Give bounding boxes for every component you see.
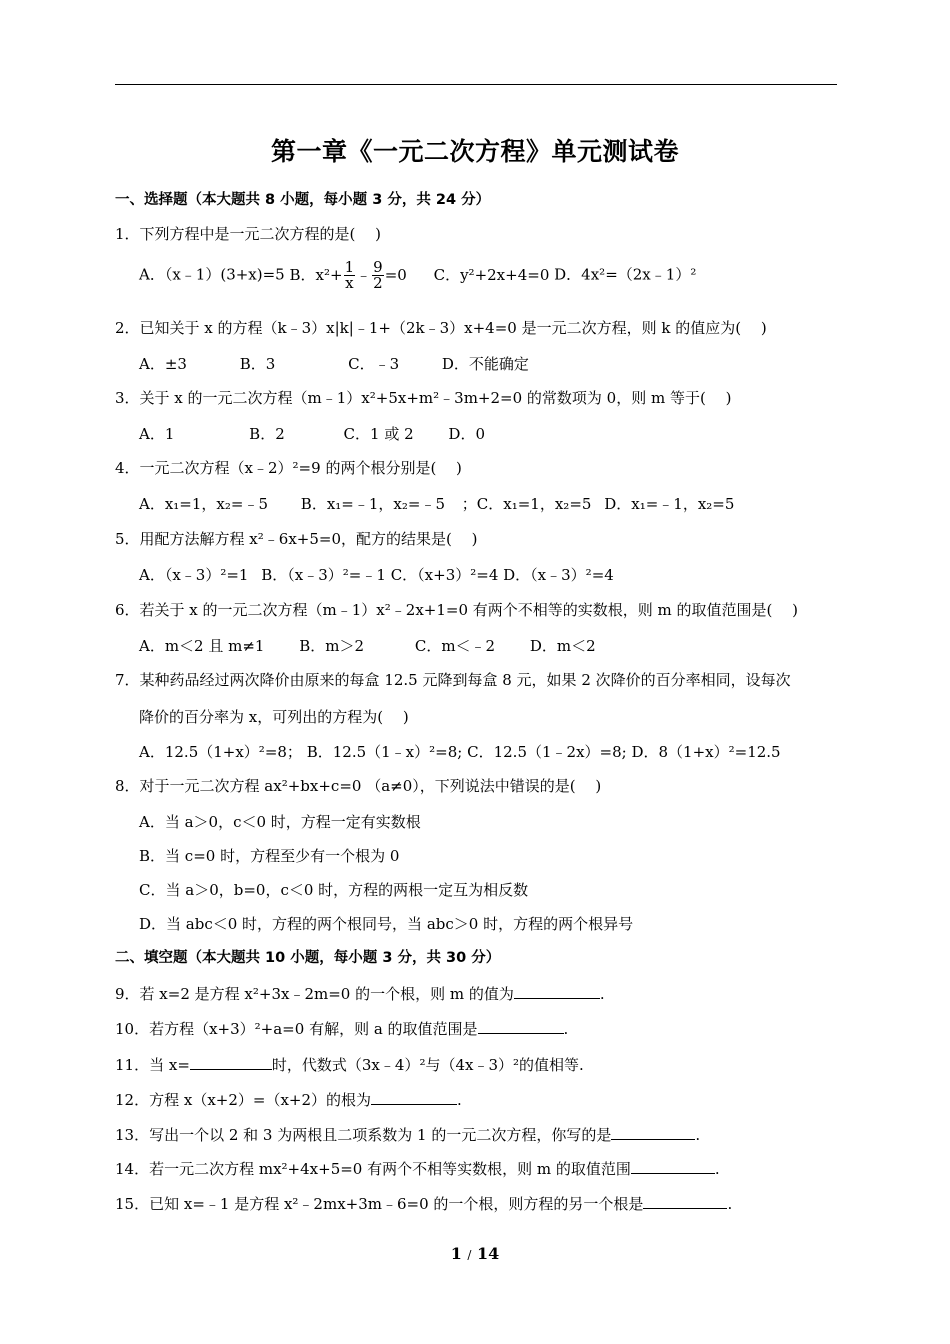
q2-option-d: D．不能确定 [441, 355, 529, 373]
q1-stem: 1．下列方程中是一元二次方程的是( ) [115, 225, 382, 243]
q5-option-b: B．（x﹣3）²=﹣1 [261, 566, 386, 584]
q5-options [139, 565, 614, 585]
q4-options [139, 494, 734, 514]
answer-blank[interactable] [643, 1193, 727, 1209]
q4-option-b: B．x₁=﹣1，x₂=﹣5 [300, 495, 445, 513]
q3-stem: 3．关于 x 的一元二次方程（m﹣1）x²+5x+m²﹣3m+2=0 的常数项为 0，则 m 等于( ) [115, 389, 732, 407]
q15: 15．已知 x=﹣1 是方程 x²﹣2mx+3m﹣6=0 的一个根，则方程的另一个根是 . [115, 1195, 733, 1213]
q6-option-b: B．m＞2 [299, 637, 365, 655]
q2-option-b: B．3 [239, 355, 276, 373]
q9: 9．若 x=2 是方程 x²+3x﹣2m=0 的一个根，则 m 的值为 . [115, 985, 605, 1003]
q2-options [139, 354, 529, 374]
answer-blank[interactable] [514, 983, 600, 999]
q1-option-d: D．4x²=（2x﹣1）² [554, 265, 697, 284]
answer-blank[interactable] [478, 1018, 564, 1034]
q7-option-c: C．12.5（1﹣2x）=8; [467, 743, 627, 761]
q7-stem-line2: 降价的百分率为 x，可列出的方程为( ) [139, 708, 409, 726]
q3-option-a: A．1 [139, 425, 175, 443]
q1-option-c: C．y²+2x+4=0 [433, 265, 550, 284]
answer-blank[interactable] [611, 1124, 695, 1140]
q1-options [139, 260, 696, 291]
q8-option-b: B．当 c=0 时，方程至少有一个根为 0 [139, 847, 400, 865]
q2-option-a: A．±3 [139, 355, 187, 373]
q8-stem: 8．对于一元二次方程 ax²+bx+c=0 （a≠0），下列说法中错误的是( ) [115, 777, 602, 795]
q6-option-d: D．m＜2 [529, 637, 596, 655]
q7-option-d: D．8（1+x）²=12.5 [631, 743, 781, 761]
section-choice-heading: 一、选择题（本大题共 8 小题，每小题 3 分，共 24 分） [115, 192, 491, 208]
q7-options [139, 742, 781, 762]
page-title: 第一章《一元二次方程》单元测试卷 [270, 137, 679, 166]
q4-stem: 4．一元二次方程（x﹣2）²=9 的两个根分别是( ) [115, 459, 462, 477]
q2-stem: 2．已知关于 x 的方程（k﹣3）x|k|﹣1+（2k﹣3）x+4=0 是一元二次方程，则 k 的值应为( ) [115, 319, 767, 337]
q8-option-c: C．当 a＞0，b=0，c＜0 时，方程的两根一定互为相反数 [139, 881, 529, 899]
q10: 10．若方程（x+3）²+a=0 有解，则 a 的取值范围是 . [115, 1020, 569, 1038]
answer-blank[interactable] [371, 1089, 457, 1105]
answer-blank[interactable] [190, 1054, 272, 1070]
q12: 12．方程 x（x+2）=（x+2）的根为 . [115, 1091, 462, 1109]
q8-option-a: A．当 a＞0，c＜0 时，方程一定有实数根 [139, 813, 421, 831]
q7-stem-line1: 7．某种药品经过两次降价由原来的每盒 12.5 元降到每盒 8 元，如果 2 次降价的百分率相同，设每次 [115, 671, 791, 689]
q11: 11．当 x= 时，代数式（3x﹣4）²与（4x﹣3）²的值相等. [115, 1056, 584, 1074]
q1-option-a: A．（x﹣1）(3+x)=5 [139, 265, 285, 284]
page-number: 1 / 14 [450, 1244, 500, 1263]
q6-option-c: C．m＜﹣2 [414, 637, 496, 655]
q7-option-b: B．12.5（1﹣x）²=8; [306, 743, 463, 761]
q5-stem: 5．用配方法解方程 x²﹣6x+5=0，配方的结果是( ) [115, 530, 478, 548]
q13: 13．写出一个以 2 和 3 为两根且二项系数为 1 的一元二次方程，你写的是 . [115, 1126, 701, 1144]
q6-option-a: A．m＜2 且 m≠1 [139, 637, 265, 655]
section-fill-heading: 二、填空题（本大题共 10 小题，每小题 3 分，共 30 分） [115, 950, 501, 966]
q7-option-a: A．12.5（1+x）²=8； [139, 743, 302, 761]
q3-option-c: C．1 或 2 [343, 425, 414, 443]
answer-blank[interactable] [631, 1158, 715, 1174]
q5-option-a: A．（x﹣3）²=1 [139, 566, 249, 584]
q6-options [139, 636, 596, 656]
header-rule [115, 84, 837, 85]
q14: 14．若一元二次方程 mx²+4x+5=0 有两个不相等实数根，则 m 的取值范围 . [115, 1160, 720, 1178]
q4-option-d: D．x₁=﹣1，x₂=5 [604, 495, 735, 513]
q5-option-c: C．（x+3）²=4 [390, 566, 499, 584]
q6-stem: 6．若关于 x 的一元二次方程（m﹣1）x²﹣2x+1=0 有两个不相等的实数根，则 m 的取值范围是( ) [115, 601, 799, 619]
q4-option-a: A．x₁=1，x₂=﹣5 [139, 495, 269, 513]
q3-option-b: B．2 [249, 425, 285, 443]
q3-options [139, 424, 485, 444]
q2-option-c: C．﹣3 [348, 355, 400, 373]
q1-option-b: B．x²+ $\frac{1}{x}$ ﹣ $\frac{9}{2}$ =0 [289, 258, 407, 292]
q8-option-d: D．当 abc＜0 时，方程的两个根同号，当 abc＞0 时，方程的两个根异号 [139, 915, 634, 933]
q3-option-d: D．0 [448, 425, 485, 443]
q5-option-d: D．（x﹣3）²=4 [503, 566, 614, 584]
q4-option-c: ；C．x₁=1，x₂=5 [461, 495, 592, 513]
